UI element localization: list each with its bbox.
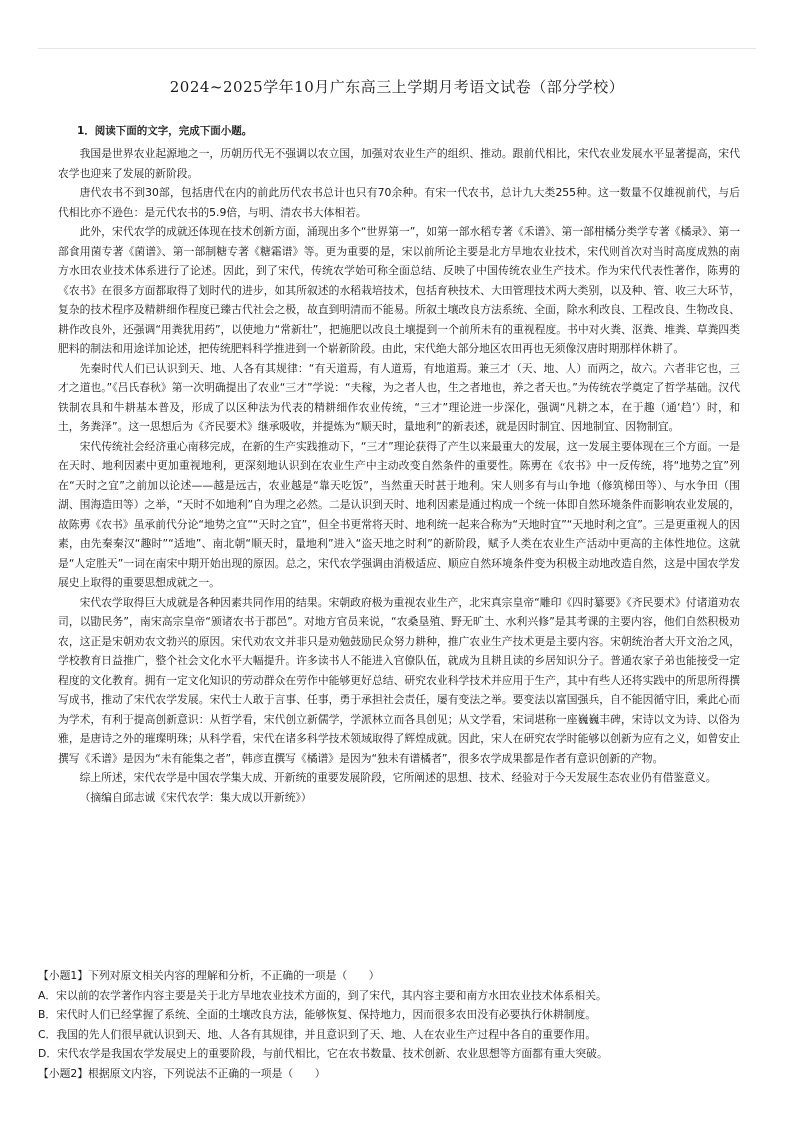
article-body [58,144,740,807]
question-2-stem: 【小题2】根据原文内容，下列说法不正确的一项是（ ） [38,1066,326,1080]
question-1-option-a: A．宋以前的农学著作内容主要是关于北方旱地农业技术方面的，到了宋代，其内容主要和南方水田农业技术体系相关。 [38,988,607,1002]
top-divider [38,48,756,49]
article-paragraph: 先秦时代人们已认识到天、地、人各有其规律：“有天道焉，有人道焉，有地道焉。兼三才（天、地、人）而两之，故六。六者非它也，三才之道也。”《吕氏春秋》第一次明确提出了农业“三才”学说：“夫稼，为之者人也，生之者地也，养之者天也。”为传统农学奠定了哲学基础。汉代铁制农具和牛耕基本普及，形成了以区种法为代表的精耕细作农业传统，“三才”理论进一步深化，强调“凡耕之本，在于趣（通‘趋’）时，和土，务粪泽”。这一思想后为《齐民要术》继承吸收，并提炼为“顺天时，量地利”的新表述，就是因时制宜、因地制宜、因物制宜。 [58,361,740,433]
article-paragraph: 我国是世界农业起源地之一，历朝历代无不强调以农立国，加强对农业生产的组织、推动。跟前代相比，宋代农业发展水平显著提高，宋代农学也迎来了发展的新阶段。 [58,147,740,180]
article-paragraph: 此外，宋代农学的成就还体现在技术创新方面，涌现出多个“世界第一”，如第一部水稻专著《禾谱》、第一部柑橘分类学专著《橘录》、第一部食用菌专著《菌谱》、第一部制糖专著《糖霜谱》等。更为重要的是，宋以前所论主要是北方旱地农业技术，宋代则首次对当时高度成熟的南方水田农业技术体系进行了论述。因此，到了宋代，传统农学始可称全面总结、反映了中国传统农业生产技术。作为宋代代表性著作，陈旉的《农书》在很多方面都取得了划时代的进步，如其所叙述的水稻栽培技术，包括育秧技术、大田管理技术两大类别，以及种、管、收三大环节，复杂的技术程序及精耕细作程度已臻古代社会之极，故直到明清而不能易。所叙土壤改良方法系统、全面，除水利改良、工程改良、生物改良、耕作改良外，还强调“用粪犹用药”，以使地力“常新壮”，把施肥以改良土壤提到一个前所未有的重视程度。书中对火粪、沤粪、堆粪、草粪四类肥料的制法和用途详加论述，把传统肥料科学推进到一个崭新阶段。由此，宋代绝大部分地区农田再也无须像汉唐时期那样休耕了。 [58,225,740,355]
article-paragraph: 宋代农学取得巨大成就是各种因素共同作用的结果。宋朝政府极为重视农业生产，北宋真宗皇帝“雕印《四时纂要》《齐民要术》付诸道劝农司，以勖民务”，南宋高宗皇帝“颁诸农书于郡邑”。对地方官员来说，“农桑垦殖、野无旷土、水利兴修”是其考课的主要内容，他们自然积极劝农，这正是宋朝劝农文勃兴的原因。宋代劝农文并非只是劝勉鼓励民众努力耕种，推广农业生产技术更是主要内容。宋朝统治者大开文治之风，学校教育日益推广，整个社会文化水平大幅提升。许多读书人不能进入官僚队伍，就成为且耕且读的乡居知识分子。普通农家子弟也能接受一定程度的文化教育。拥有一定文化知识的劳动群众在劳作中能够更好总结、研究农业科学技术并应用于生产，其中有些人还将实践中的所思所得撰写成书，推动了宋代农学发展。宋代士人敢于言事、任事，勇于承担社会责任，屡有变法之举。要变法以富国强兵，自不能因循守旧，乘此心而为学术，有利于提高创新意识：从哲学看，宋代创立新儒学，学派林立而各具创见；从文学看，宋词堪称一座巍巍丰碑，宋诗以文为诗、以俗为雅，是唐诗之外的璀璨明珠；从科学看，宋代在诸多科学技术领域取得了辉煌成就。因此，宋人在研究农学时能够以创新为应有之义，如曾安止撰写《禾谱》是因为“未有能集之者”，韩彦直撰写《橘谱》是因为“独未有谱橘者”，很多农学成果都是作者有意识创新的产物。 [58,595,740,765]
article-paragraph: 唐代农书不到30部，包括唐代在内的前此历代农书总计也只有70余种。有宋一代农书，总计九大类255种。这一数量不仅雄视前代，与后代相比亦不逊色：是元代农书的5.9倍，与明、清农书大体相若。 [58,186,740,219]
questions-section [38,966,738,1083]
question-1-stem: 【小题1】下列对原文相关内容的理解和分析，不正确的一项是（ ） [38,969,380,982]
article-source: （摘编自邱志诚《宋代农学：集大成以开新统》） [79,790,312,804]
question-1-option-c: C．我国的先人们很早就认识到天、地、人各有其规律，并且意识到了天、地、人在农业生产过程中各自的重要作用。 [38,1027,597,1041]
article-paragraph: 宋代传统社会经济重心南移完成，在新的生产实践推动下，“三才”理论获得了产生以来最重大的发展，这一发展主要体现在三个方面。一是在天时、地利因素中更加重视地利，更深刻地认识到在农业生产中主动改变自然条件的重要性。陈旉在《农书》中一反传统，将“地势之宜”列在“天时之宜”之前加以论述——越是远古，农业越是“靠天吃饭”，当然重天时甚于地利。宋人则多有与山争地（修筑梯田等）、与水争田（围湖、围海造田等）之举，“天时不如地利”自为理之必然。二是认识到天时、地利因素是通过构成一个统一体即自然环境条件而影响农业发展的，故陈旉《农书》虽承前代分论“地势之宜”“天时之宜”，但全书更常将天时、地利统一起来合称为“天地时宜”“天地时利之宜”。三是更重视人的因素，由先秦秦汉“趣时”“适地”、南北朝“顺天时，量地利”进入“盗天地之时利”的新阶段，赋予人类在农业生产活动中更高的主体性地位。这就是“人定胜天”一词在南宋中期开始出现的原因。总之，宋代农学强调由消极适应、顺应自然环境条件变为积极主动地改造自然，这是中国农学发展史上取得的重要思想成就之一。 [58,439,740,589]
question-heading: 1．阅读下面的文字，完成下面小题。 [77,125,253,137]
question-1-option-b: B．宋代时人们已经掌握了系统、全面的土壤改良方法，能够恢复、保持地力，因而很多农田没有必要执行休耕制度。 [38,1008,597,1021]
article-paragraph: 综上所述，宋代农学是中国农学集大成、开新统的重要发展阶段，它所阐述的思想、技术、经验对于今天发展生态农业仍有借鉴意义。 [79,771,717,784]
question-1-option-d: D．宋代农学是我国农学发展史上的重要阶段，与前代相比，它在农书数量、技术创新、农业思想等方面都有重大突破。 [38,1047,608,1060]
exam-title: 2024~2025学年10月广东高三上学期月考语文试卷（部分学校） [169,78,625,96]
